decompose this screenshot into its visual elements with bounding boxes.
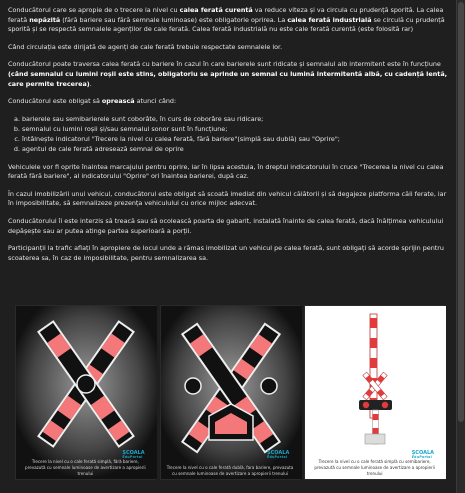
bold-text: calea ferată industrială <box>287 15 372 24</box>
image-caption: Trecere la nivel cu o cale ferată dublă, fara bariere, prevazuta cu semnale luminoase de avertizare a apropierii trenului <box>166 465 294 477</box>
watermark-logo: ȘCOALA EduPortal <box>267 449 290 459</box>
text: Conducătorul poate traversa calea ferată cu bariere în cazul în care barierele sunt ridicate și semnalul alb intermitent este în funcțiune <box>8 60 441 69</box>
image-caption: Trecere la nivel cu o cale ferată simplă, fără bariere, prevazută cu semnale luminoase de avertizare a apropierii trenului <box>25 459 146 477</box>
text: (fără bariere sau fără semnale luminoase) este obligatorie oprirea. La <box>60 15 288 24</box>
watermark-logo: ȘCOALA EduPortal <box>122 449 145 459</box>
paragraph-stop <box>8 97 448 107</box>
paragraph-immobilization: În cazul imobilizării unui vehicul, conducătorul este obligat să scoată imediat din vehicul călătorii și să degajeze platforma căii ferate, iar în imposibilitate, să semnalizeze prezența vehiculului cu orice mijloc adecvat. <box>8 189 447 208</box>
paragraph-assistance: Participanții la trafic aflați în apropiere de locul unde a rămas imobilizat un vehicul pe calea ferată, sunt obligați să acorde sprijin pentru scoaterea sa, în caz de imposibilitate, pentru semnalizarea sa. <box>8 244 444 262</box>
text: Conducătorul care se apropie de o trecere la nivel cu <box>8 6 180 14</box>
list-item: c. întâlnește indicatorul "Trecere la nivel cu calea ferată, fără bariere"(simplă sau dublă) sau "Oprire"; <box>22 135 448 145</box>
sign-card-double <box>160 305 301 480</box>
image-caption: Trecere la nivel cu o cale ferată simplă cu semibariere, prevazută cu semnale luminoase de avertizare a apropierii trenului <box>314 459 435 477</box>
text: va reduce viteza și va circula cu prudență sporită. La <box>252 6 427 14</box>
bold-text: calea ferată curentă <box>179 6 253 14</box>
bold-text: (când semnalul cu lumini roșii este stins, obligatoriu se aprinde un semnal cu lumină intermitentă albă, cu cadență lentă, care permite trecerea) <box>8 70 448 88</box>
text: se circulă cu prudență sporită și se respectă semnalele agenților de cale ferată. Calea ferată industrială nu este cale ferată curentă (este folosită rar) <box>8 15 445 34</box>
scrollbar-thumb[interactable] <box>458 2 464 422</box>
paragraph-stopping-position: Vehiculele vor fi oprite înaintea marcajului pentru oprire, iar în lipsa acestuia, în dreptul indicatorului în cruce "Trecerea la nivel cu calea ferată fără bariere", al indicatorului "Oprire" ori înaintea barierei, după caz. <box>8 162 444 181</box>
stop-conditions-list <box>8 115 448 155</box>
paragraph-agents: Când circulația este dirijată de agenți de cale ferată trebuie respectate semnalele lor. <box>8 42 283 51</box>
sign-card-single <box>15 305 156 480</box>
paragraph-approach <box>8 6 448 35</box>
bold-text: oprească <box>101 97 135 106</box>
text: calea ferată <box>8 6 444 24</box>
text: atunci când: <box>134 97 177 106</box>
vertical-scrollbar[interactable] <box>457 0 465 493</box>
paragraph-gauge-gate: Conducătorului îi este interzis să treacă sau să ocolească poarta de gabarit, instalată înainte de calea ferată, dacă înălțimea vehiculului depășește sau ar putea atinge partea superioară a porții. <box>8 217 444 235</box>
sign-card-semibarrier <box>304 305 445 480</box>
bold-text: nepăzită <box>29 15 61 24</box>
watermark-logo: ȘCOALA EduPortal <box>411 449 435 459</box>
list-item: a. barierele sau semibarierele sunt coborâte, în curs de coborâre sau ridicare; <box>22 115 448 125</box>
sign-images <box>15 305 445 480</box>
list-item: b. semnalul cu lumini roșii și/sau semnalul sonor sunt în funcțiune; <box>22 125 448 135</box>
paragraph-crossing <box>8 60 448 89</box>
text: Conducătorul este obligat să <box>8 97 102 106</box>
text: . <box>89 79 92 88</box>
list-item: d. agentul de cale ferată adresează semnal de oprire <box>22 145 448 155</box>
